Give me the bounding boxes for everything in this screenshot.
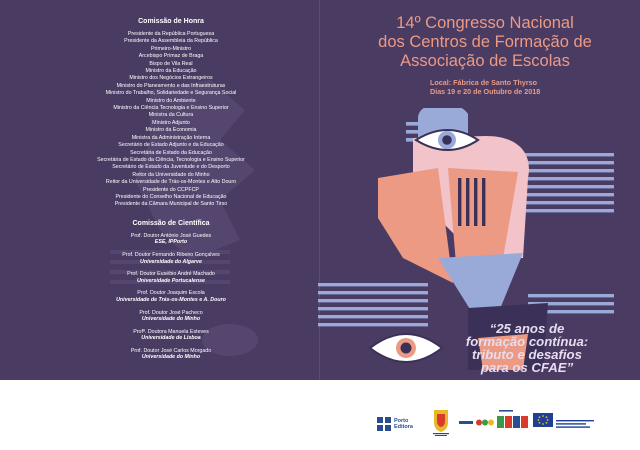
member-name: Prof. Doutor António José Guedes [130, 232, 212, 239]
eu-text-icon [556, 419, 594, 429]
member-institution: Universidade do Algarve [140, 258, 202, 265]
scientific-member [40, 310, 302, 323]
scientific-committee-list [40, 233, 302, 361]
honor-member: Presidente do Conselho Nacional de Educação [115, 193, 227, 200]
scientific-committee-title: Comissão de Científica [132, 219, 210, 227]
member-institution: Universidade de Lisboa [141, 335, 201, 342]
honor-member: Primeiro-Ministro [150, 45, 192, 52]
title-line: 14º Congresso Nacional [396, 14, 574, 32]
member-name: Prof. Doutor José Carlos Morgado [130, 347, 212, 354]
honor-member: Ministro do Ambiente [146, 97, 196, 104]
municipality-crest-icon [430, 408, 452, 436]
eu-text-logo [556, 416, 594, 426]
honor-committee-title: Comissão de Honra [138, 18, 204, 25]
event-dates: Dias 19 e 20 de Outubro de 2018 [430, 86, 541, 96]
honor-member: Ministro dos Negócios Estrangeiros [129, 75, 213, 82]
honor-member: Ministra da Cultura [148, 112, 194, 119]
sponsor-logos [0, 380, 640, 450]
eu-stars-icon [533, 413, 553, 427]
title-line: Associação de Escolas [400, 52, 570, 70]
member-name: Prof. Doutor José Pacheco [139, 309, 203, 316]
portugal-2020-logo [497, 410, 529, 434]
scientific-member [40, 290, 302, 303]
motto-line: tributo e desafios [472, 347, 582, 362]
scientific-member [40, 329, 302, 342]
honor-member: Presidente da República Portuguesa [127, 31, 215, 37]
honor-member: Presidente da Câmara Municipal de Santo Tirso [114, 201, 228, 208]
honor-member: Ministro Adjunto [152, 119, 190, 126]
event-location: Local: Fábrica de Santo Thyrso [430, 78, 538, 87]
member-institution: Universidade do Minho [141, 354, 201, 361]
scientific-member [40, 252, 302, 265]
congress-motto [452, 322, 602, 374]
porto-editora-line: Porto [394, 418, 409, 424]
poch-logo [459, 416, 495, 430]
honor-member: Reitor da Universidade de Trás-os-Montes e Alto Douro [105, 179, 237, 186]
scientific-member [40, 233, 302, 246]
motto-line: para os CFAE” [480, 360, 574, 375]
honor-member: Ministro da Ciência Tecnologia e Ensino Superior [113, 105, 229, 112]
honor-member: Secretário de Estado da Juventude e do Desporto [112, 164, 230, 171]
porto-editora-icon [377, 417, 391, 431]
honor-member: Secretária de Estado da Educação [130, 149, 212, 156]
porto-editora-line: Editora [394, 424, 413, 430]
honor-member: Bispo de Vila Real [149, 60, 193, 67]
eu-flag-logo [533, 413, 553, 429]
member-name: Prof. Doutor Eusébio André Machado [127, 271, 215, 278]
honor-member: Ministra da Administração Interna [131, 134, 211, 141]
honor-member: Secretária de Estado da Ciência, Tecnologia e Ensino Superior [97, 156, 245, 163]
honor-member: Arcebispo Primaz de Braga [138, 53, 204, 60]
motto-line: “25 anos de [489, 321, 565, 336]
committees-panel [40, 18, 302, 367]
motto-line: formação contínua: [465, 334, 589, 349]
member-institution: Universidade do Minho [141, 316, 201, 323]
event-details [430, 79, 570, 96]
honor-member: Presidente da Assembleia da República [124, 38, 218, 45]
porto-editora-label [394, 418, 413, 430]
honor-member: Reitor da Universidade do Minho [132, 171, 210, 178]
honor-member: Presidente do CCPFCP [143, 186, 199, 193]
portugal-2020-icon [497, 410, 529, 434]
member-name: Profª. Doutora Manuela Esteves [133, 328, 209, 335]
bottom-eye [370, 334, 442, 362]
member-institution: Universidade de Trás-os-Montes e A. Douro [116, 296, 226, 303]
honor-member: Ministro do Planeamento e das Infraestruturas [116, 82, 226, 89]
honor-member: Ministro da Educação [145, 68, 197, 75]
member-name: Prof. Doutor Fernando Ribeiro Gonçalves [122, 251, 220, 258]
title-line: dos Centros de Formação de [378, 33, 592, 51]
honor-member: Ministro da Economia [145, 127, 197, 134]
honor-member: Secretário de Estado Adjunto e da Educação [118, 142, 224, 149]
porto-editora-logo [377, 415, 421, 433]
member-institution: Universidade Portucalense [136, 277, 205, 284]
member-name: Prof. Doutor Joaquim Escola [137, 290, 205, 297]
member-institution: ESE, IPPorto [154, 239, 188, 246]
municipality-crest-logo [430, 408, 452, 436]
scientific-member [40, 348, 302, 361]
honor-member: Ministro do Trabalho, Solidariedade e Segurança Social [105, 90, 237, 97]
congress-title [330, 14, 640, 71]
scientific-member [40, 271, 302, 284]
honor-committee-list [40, 31, 302, 209]
poch-icon [459, 416, 495, 430]
